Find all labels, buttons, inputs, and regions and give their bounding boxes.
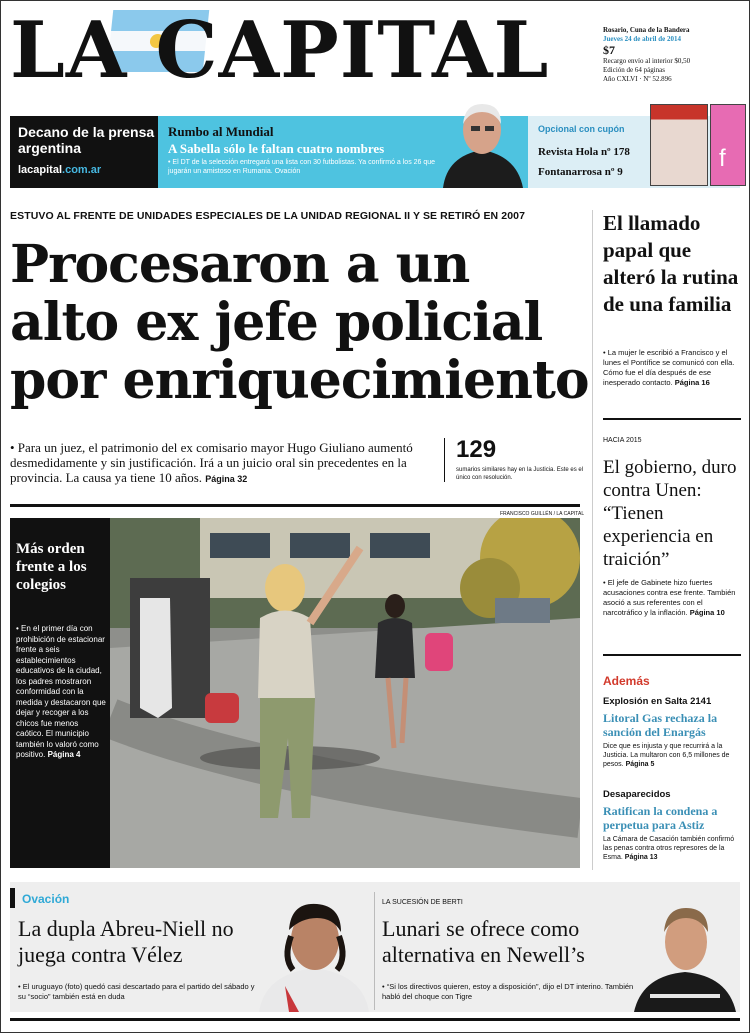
lunari-headline[interactable]: Lunari se ofrece como alternativa en Newell’s — [382, 916, 585, 967]
edition-date: Jueves 24 de abril de 2014 — [603, 35, 681, 43]
coupon-item-fontanarrosa[interactable]: Fontanarrosa nº 9 — [538, 166, 623, 178]
city-line: Rosario, Cuna de la Bandera — [603, 26, 690, 34]
astiz-body: La Cámara de Casación también confirmó las penas contra otros represores de la Esma. Página 13 — [603, 836, 735, 861]
astiz-title: Ratifican la condena a perpetua para Astiz — [603, 804, 718, 832]
section-marker — [10, 888, 15, 908]
lead-rule — [10, 504, 580, 507]
mundial-kicker: Rumbo al Mundial — [168, 124, 274, 139]
bottom-rule — [10, 1018, 740, 1021]
abreu-headline[interactable]: La dupla Abreu-Niell no juega contra Vélez — [18, 916, 234, 967]
site-url[interactable]: lacapital.com.ar — [18, 164, 102, 176]
right-rule-2 — [603, 654, 741, 656]
papal-body: • La mujer le escribió a Francisco y el lunes el Pontífice se comunicó con ella. Cómo fue el día después de ese inesperado contacto. Página 16 — [603, 348, 735, 387]
photo-sidebar — [10, 518, 110, 868]
salta-kicker: Explosión en Salta 2141 — [603, 696, 712, 707]
ademas-item-salta[interactable] — [603, 696, 743, 769]
stat-number: 129 — [456, 436, 497, 463]
abreu-body: • El uruguayo (foto) quedó casi descartado para el partido del sábado y su “socio” también está en duda — [18, 982, 255, 1001]
coupon-box — [528, 116, 740, 188]
lead-deck: • Para un juez, el patrimonio del ex comisario mayor Hugo Giuliano aumentó desmedidamente y sin justificación. Irá a un juicio oral sin precedentes en la provincia. La causa ya tiene 10 años. Página 32 — [10, 440, 413, 485]
meta-line-2: Edición de 64 páginas — [603, 66, 666, 74]
price: $7 — [603, 43, 615, 57]
photo-credit: FRANCISCO GUILLÉN / LA CAPITAL — [500, 511, 585, 517]
decano-text: Decano de la prensa argentina — [18, 124, 155, 156]
stat-divider — [444, 438, 445, 482]
magazine-cover-hola — [650, 104, 708, 186]
lunari-photo — [630, 896, 740, 1012]
meta-line-3: Año CXLVI · Nº 52.896 — [603, 75, 672, 83]
mundial-body: • El DT de la selección entregará una lista con 30 futbolistas. Ya confirmó a los 26 que jugarán un amistoso en Rumania. Ovación — [168, 159, 436, 175]
decano-box — [10, 116, 158, 188]
gobierno-body: • El jefe de Gabinete hizo fuertes acusaciones contra ese frente. También asoció a sus referentes con el narcotráfico y la inflación. Página 10 — [603, 578, 736, 617]
right-rule-1 — [603, 418, 741, 420]
astiz-kicker: Desaparecidos — [603, 789, 671, 800]
masthead-meta — [603, 26, 743, 84]
magazine-cover-fontanarrosa: f — [710, 104, 746, 186]
lead-page-ref: Página 32 — [205, 474, 248, 484]
lead-kicker: ESTUVO AL FRENTE DE UNIDADES ESPECIALES DE LA UNIDAD REGIONAL II Y SE RETIRÓ EN 2007 — [10, 210, 526, 222]
meta-line-1: Recargo envío al interior $0,50 — [603, 57, 691, 65]
gobierno-headline[interactable]: El gobierno, duro contra Unen: “Tienen experiencia en traición” — [603, 457, 737, 570]
band-divider — [374, 892, 375, 1010]
coupon-item-hola[interactable]: Revista Hola nº 178 — [538, 146, 630, 158]
lunari-kicker: LA SUCESIÓN DE BERTI — [382, 899, 463, 906]
section-label-ovacion[interactable]: Ovación — [22, 892, 70, 906]
salta-body: Dice que es injusta y que recurrirá a la Justicia. La multaron con 6,5 millones de pesos. Página 5 — [603, 743, 730, 768]
coupon-label: Opcional con cupón — [538, 124, 625, 134]
lunari-body: • “Si los directivos quieren, estoy a disposición”, dijo el DT interino. También habló del choque con Tigre — [382, 982, 634, 1001]
ademas-label: Además — [603, 674, 650, 688]
teaser-bar — [10, 116, 740, 188]
abreu-photo — [255, 896, 373, 1012]
school-street-photo — [110, 518, 580, 868]
coach-photo — [435, 94, 530, 188]
column-divider — [592, 210, 593, 870]
mundial-headline: A Sabella sólo le faltan cuatro nombres — [168, 141, 385, 156]
newspaper-logo: LA CAPITAL — [10, 5, 550, 96]
lead-headline[interactable]: Procesaron a un alto ex jefe policial por enriquecimiento — [10, 234, 589, 411]
salta-title: Litoral Gas rechaza la sanción del Enargás — [603, 711, 718, 739]
photo-headline[interactable]: Más orden frente a los colegios — [16, 541, 87, 593]
papal-headline[interactable]: El llamado papal que alteró la rutina de una familia — [603, 211, 739, 316]
gobierno-kicker: HACIA 2015 — [603, 437, 642, 444]
ademas-item-astiz[interactable] — [603, 789, 743, 862]
photo-body: • En el primer día con prohibición de estacionar frente a seis establecimientos educativos de la ciudad, los padres mostraron conformidad con la medida y destacaron que dejar y recoger a los chicos fue menos caótico. El municipio también lo valoró como positivo. Página 4 — [16, 624, 106, 759]
stat-caption: sumarios similares hay en la Justicia. Este es el único con resolución. — [456, 467, 584, 481]
